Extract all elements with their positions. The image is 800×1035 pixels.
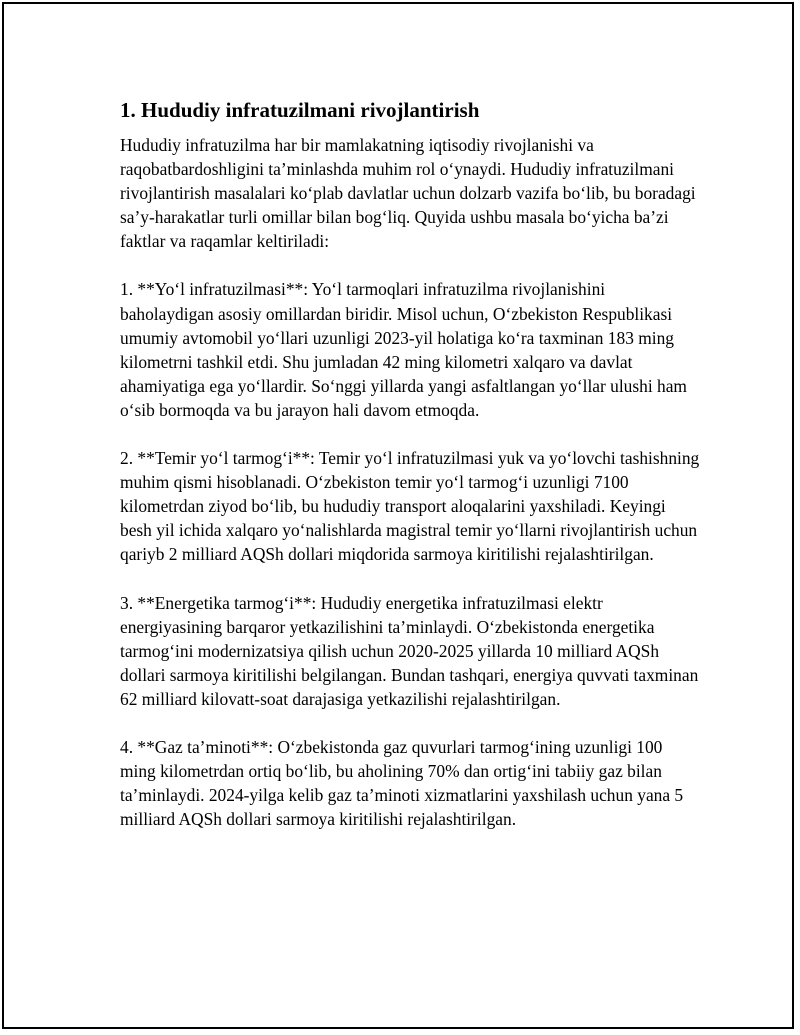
gas-supply-paragraph: 4. **Gaz ta’minoti**: O‘zbekistonda gaz quvurlari tarmog‘ining uzunligi 100 ming kilometrdan ortiq bo‘lib, bu aholining 70% dan ortig‘ini tabiiy gaz bilan ta’minlaydi. 2024-yilga kelib gaz ta’minoti xizmatlarini yaxshilash uchun yana 5 milliard AQSh dollari sarmoya kiritilishi rejalashtirilgan. (120, 736, 684, 830)
railway-network-paragraph: 2. **Temir yo‘l tarmog‘i**: Temir yo‘l infratuzilmasi yuk va yo‘lovchi tashishning muhim qismi hisoblanadi. O‘zbekiston temir yo‘l tarmog‘i uzunligi 7100 kilometrdan ziyod bo‘lib, bu hududiy transport aloqalarini yaxshiladi. Keyingi besh yil ichida xalqaro yo‘nalishlarda magistral temir yo‘llarni rivojlantirish uchun qariyb 2 milliard AQSh dollari miqdorida sarmoya kiritilishi rejalashtirilgan. (120, 448, 700, 565)
page-frame (2, 2, 794, 1029)
road-infrastructure-paragraph: 1. **Yo‘l infratuzilmasi**: Yo‘l tarmoqlari infratuzilma rivojlanishini baholaydigan asosiy omillardan biridir. Misol uchun, O‘zbekiston Respublikasi umumiy avtomobil yo‘llari uzunligi 2023-yil holatiga ko‘ra taxminan 183 ming kilometrni tashkil etdi. Shu jumladan 42 ming kilometri xalqaro va davlat ahamiyatiga ega yo‘llardir. So‘nggi yillarda yangi asfaltlangan yo‘llar ulushi ham o‘sib bormoqda va bu jarayon hali davom etmoqda. (120, 279, 687, 420)
energy-network-paragraph: 3. **Energetika tarmog‘i**: Hududiy energetika infratuzilmasi elektr energiyasining barqaror yetkazilishini ta’minlaydi. O‘zbekistonda energetika tarmog‘ini modernizatsiya qilish uchun 2020-2025 yillarda 10 milliard AQSh dollari sarmoya kiritilishi belgilangan. Bundan tashqari, energiya quvvati taxminan 62 milliard kilovatt-soat darajasiga yetkazilishi rejalashtirilgan. (120, 592, 699, 709)
section-heading: 1. Hududiy infratuzilmani rivojlantirish (120, 98, 480, 122)
intro-paragraph: Hududiy infratuzilma har bir mamlakatning iqtisodiy rivojlanishi va raqobatbardoshligini ta’minlashda muhim rol o‘ynaydi. Hududiy infratuzilmani rivojlantirish masalalari ko‘plab davlatlar uchun dolzarb vazifa bo‘lib, bu boradagi sa’y-harakatlar turli omillar bilan bog‘liq. Quyida ushbu masala bo‘yicha ba’zi faktlar va raqamlar keltiriladi: (120, 135, 696, 252)
document-body (120, 96, 700, 855)
